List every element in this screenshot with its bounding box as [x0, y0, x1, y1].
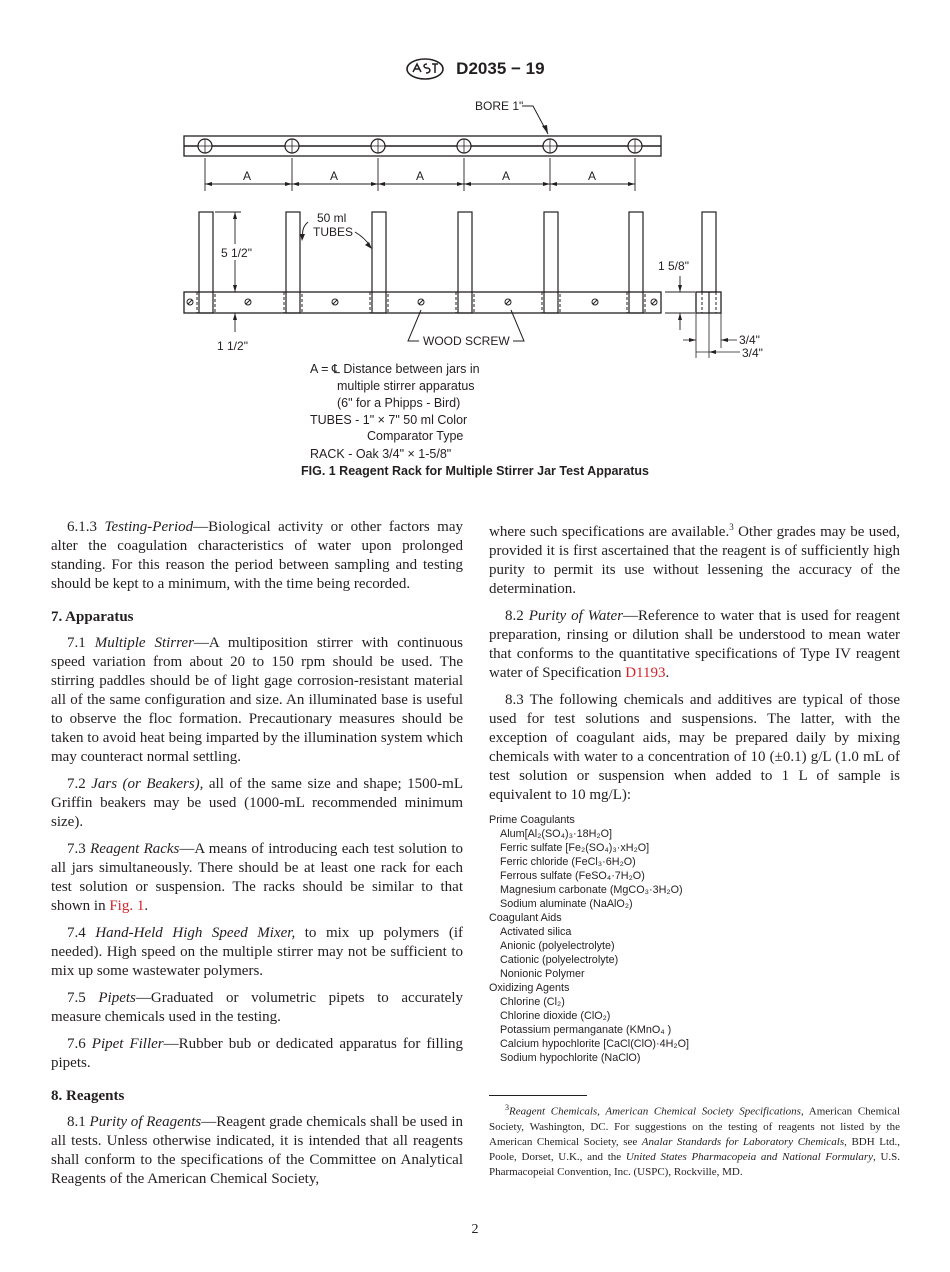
dim-3-4-b: 3/4": [742, 346, 763, 360]
d1193-link[interactable]: D1193: [625, 665, 666, 681]
tubes-label-2: TUBES: [313, 225, 354, 239]
base-rack: [184, 292, 661, 313]
page-number: 2: [471, 1222, 479, 1237]
para-8-1-continued: where such specifications are available.$^3$ Other grades may be used, provided it is first ascertained that the reagent is of sufficiently high purity to permit its use without lessening the accuracy of the determination.: [489, 522, 901, 597]
legend-line-5: Comparator Type: [367, 429, 464, 443]
figure-legend: [310, 362, 480, 461]
para-6-1-3: 6.1.3 Testing-Period—Biological activity or other factors may alter the coagulation characteristics of water upon prolonged standing. For this reason the period between sampling and testing should be kept to a minimum, with the time being recorded.: [51, 519, 463, 592]
para-7-2: 7.2 Jars (or Beakers), all of the same size and shape; 1500-mL Griffin beakers may be used (1000-mL recommended minimum size).: [51, 776, 463, 830]
legend-line-3: (6" for a Phipps - Bird): [337, 396, 461, 410]
list-item: Anionic (polyelectrolyte): [500, 940, 615, 952]
dim-a-2: A: [330, 169, 339, 183]
dim-a-3: A: [416, 169, 425, 183]
legend-line-1: A = ℄ Distance between jars in: [310, 362, 480, 376]
list-category: Prime Coagulants: [489, 814, 575, 826]
document-code: D2035 − 19: [456, 59, 545, 78]
dim-a-1: A: [243, 169, 252, 183]
list-item: Nonionic Polymer: [500, 968, 585, 980]
list-item: Sodium aluminate (NaAlO₂): [500, 898, 633, 910]
dim-3-4-a: 3/4": [739, 333, 760, 347]
legend-line-2: multiple stirrer apparatus: [337, 379, 475, 393]
dim-a-5: A: [588, 169, 597, 183]
height-label: 5 1/2": [221, 246, 252, 260]
list-item: Ferrous sulfate (FeSO₄·7H₂O): [500, 870, 645, 882]
list-item: Sodium hypochlorite (NaClO): [500, 1052, 641, 1064]
footnote-3: $^3$Reagent Chemicals, American Chemical Society Specifications, American Chemical Society, Washington, DC. For suggestions on the testing of reagents not listed by the American Chemical Society, see Analar Standards for Laboratory Chemicals, BDH Ltd., Poole, Dorset, U.K., and the United States Pharmacopeia and National Formulary, U.S. Pharmacopeial Convention, Inc. (USPC), Rockville, MD.: [489, 1103, 901, 1178]
list-item: Potassium permanganate (KMnO₄ ): [500, 1024, 672, 1036]
tubes: [199, 212, 716, 313]
list-item: Cationic (polyelectrolyte): [500, 954, 619, 966]
page-header: [0, 58, 950, 80]
right-column: [489, 518, 900, 1180]
figure-1-rack-drawing: [175, 96, 785, 461]
chemical-list: [489, 813, 900, 1065]
list-item: Ferric chloride (FeCl₃·6H₂O): [500, 856, 636, 868]
left-column: [51, 518, 463, 1197]
para-8-3: 8.3 The following chemicals and additives are typical of those used for test solutions and suspensions. The latter, with the exception of coagulant aids, may be prepared daily by mixing chemicals with water to a concentration of 10 (±0.1) g/L (1.0 mL of test solution or suspension when added to 1 L of sample is equivalent to 10 mg/L):: [489, 692, 900, 803]
list-item: Calcium hypochlorite [CaCl(ClO)·4H₂O]: [500, 1038, 689, 1050]
figure-caption: FIG. 1 Reagent Rack for Multiple Stirrer Jar Test Apparatus: [300, 464, 649, 478]
tubes-label-1: 50 ml: [317, 211, 347, 225]
footnote-rule: [489, 1095, 587, 1096]
wood-screw-label: WOOD SCREW: [423, 334, 510, 348]
para-7-1: 7.1 Multiple Stirrer—A multiposition stirrer with continuous speed variation from about 20 to 150 rpm should be used. The stirring paddles should be of light gage corrosion-resistant material all of the same configuration and size. An illuminated base is useful to observe the floc formation. Precautionary measures should be taken to avoid heat being imparted by the illumination system which may counteract normal settling.: [51, 635, 464, 765]
legend-line-4: TUBES - 1" × 7" 50 ml Color: [310, 413, 468, 427]
fig-1-link[interactable]: Fig. 1: [109, 898, 145, 914]
list-item: Chlorine dioxide (ClO₂): [500, 1010, 611, 1022]
section-heading-reagents: 8. Reagents: [51, 1088, 125, 1104]
astm-logo-icon: [405, 58, 445, 80]
list-item: Magnesium carbonate (MgCO₃·3H₂O): [500, 884, 683, 896]
list-category: Oxidizing Agents: [489, 982, 570, 994]
para-8-1: 8.1 Purity of Reagents—Reagent grade chemicals shall be used in all tests. Unless otherwise indicated, it is intended that all reagents shall conform to the specifications of the Committee on Analytical Reagents of the American Chemical Society,: [51, 1114, 463, 1187]
para-7-5: 7.5 Pipets—Graduated or volumetric pipets to accurately measure chemicals used in the testing.: [51, 990, 464, 1025]
wood-screws: [187, 299, 657, 305]
list-item: Ferric sulfate [Fe₂(SO₄)₃·xH₂O]: [500, 842, 650, 854]
bore-label: BORE 1": [475, 99, 524, 113]
list-item: Alum[Al₂(SO₄)₃·18H₂O]: [500, 828, 612, 840]
dim-a-4: A: [502, 169, 511, 183]
para-8-2: 8.2 Purity of Water—Reference to water that is used for reagent preparation, rinsing or dilution shall be understood to mean water that conforms to the quantitative specifications of Type IV reagent water of Specification D1193.: [489, 608, 900, 681]
list-item: Chlorine (Cl₂): [500, 996, 565, 1008]
list-item: Activated silica: [500, 926, 572, 938]
bottom-left-label: 1 1/2": [217, 339, 248, 353]
end-height-label: 1 5/8": [658, 259, 689, 273]
section-heading-apparatus: 7. Apparatus: [51, 609, 134, 625]
para-7-3: 7.3 Reagent Racks—A means of introducing each test solution to all jars simultaneously. There should be at least one rack for each test solution or suspension. The racks should be similar to that shown in Fig. 1.: [51, 841, 463, 914]
para-7-6: 7.6 Pipet Filler—Rubber bub or dedicated apparatus for filling pipets.: [51, 1036, 464, 1071]
legend-line-6: RACK - Oak 3/4" × 1-5/8": [310, 447, 452, 461]
list-category: Coagulant Aids: [489, 912, 562, 924]
para-7-4: 7.4 Hand-Held High Speed Mixer, to mix up polymers (if needed). High speed on the multiple stirrer may not be sufficient to mix up some wastewater polymers.: [51, 925, 463, 979]
